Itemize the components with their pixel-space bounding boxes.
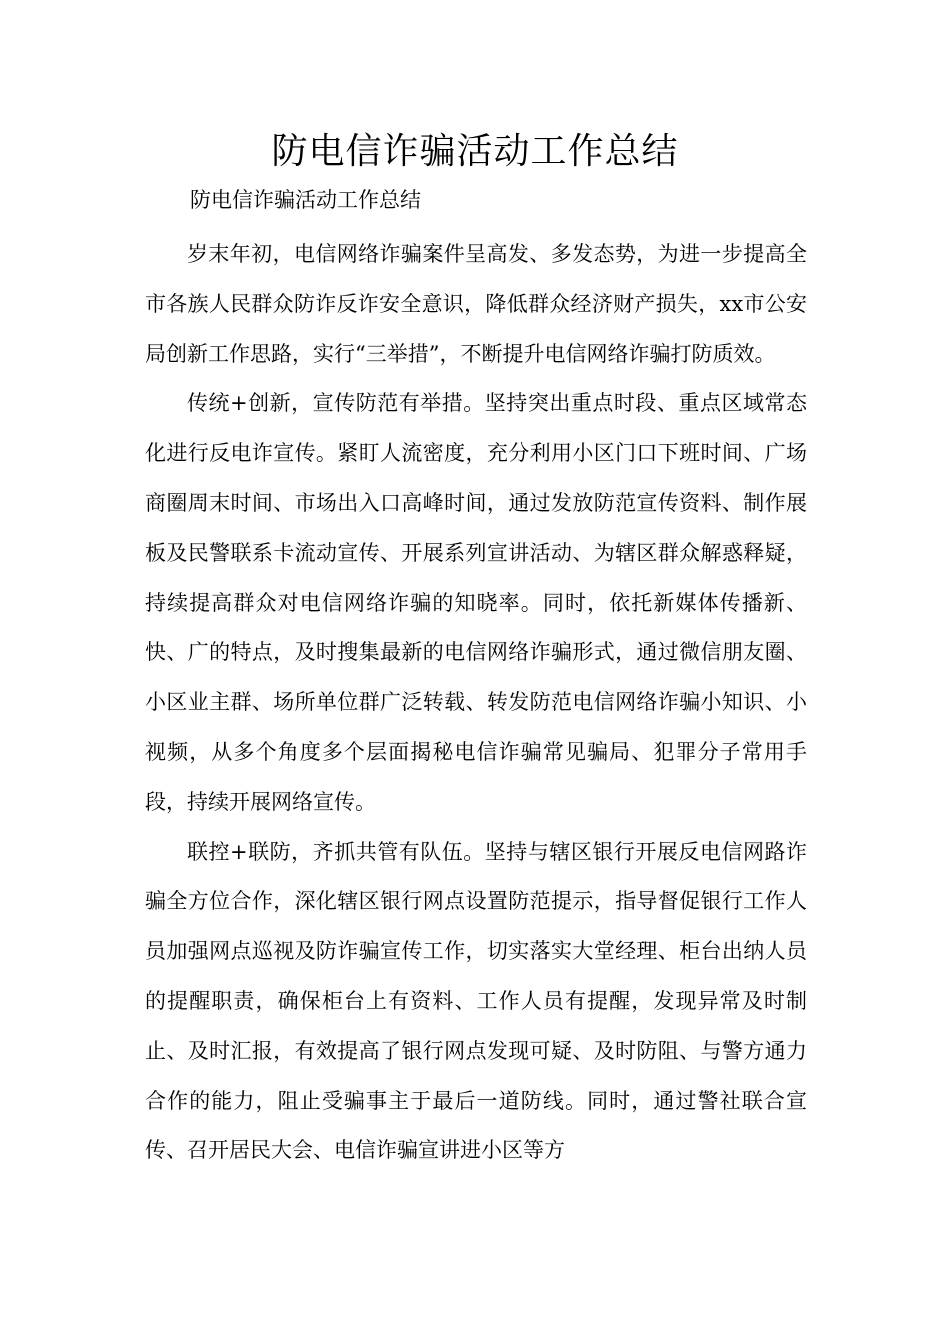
document-body [145, 230, 807, 1176]
paragraph-intro: 岁末年初，电信网络诈骗案件呈高发、多发态势，为进一步提高全市各族人民群众防诈反诈安全意识，降低群众经济财产损失，xx市公安局创新工作思路，实行“三举措”，不断提升电信网络诈骗打防质效。 [145, 242, 807, 366]
paragraph-joint-control: 联控+联防，齐抓共管有队伍。坚持与辖区银行开展反电信网路诈骗全方位合作，深化辖区银行网点设置防范提示，指导督促银行工作人员加强网点巡视及防诈骗宣传工作，切实落实大堂经理、柜台出纳人员的提醒职责，确保柜台上有资料、工作人员有提醒，发现异常及时制止、及时汇报，有效提高了银行网点发现可疑、及时防阻、与警方通力合作的能力，阻止受骗事主于最后一道防线。同时，通过警社联合宣传、召开居民大会、电信诈骗宣讲进小区等方 [145, 839, 807, 1163]
document-title: 防电信诈骗活动工作总结 [271, 131, 679, 172]
paragraph-publicity: 传统+创新，宣传防范有举措。坚持突出重点时段、重点区域常态化进行反电诈宣传。紧盯人流密度，充分利用小区门口下班时间、广场商圈周末时间、市场出入口高峰时间，通过发放防范宣传资料、制作展板及民警联系卡流动宣传、开展系列宣讲活动、为辖区群众解惑释疑，持续提高群众对电信网络诈骗的知晓率。同时，依托新媒体传播新、快、广的特点，及时搜集最新的电信网络诈骗形式，通过微信朋友圈、小区业主群、场所单位群广泛转载、转发防范电信网络诈骗小知识、小视频，从多个角度多个层面揭秘电信诈骗常见骗局、犯罪分子常用手段，持续开展网络宣传。 [145, 391, 807, 814]
document-subtitle: 防电信诈骗活动工作总结 [190, 188, 421, 212]
